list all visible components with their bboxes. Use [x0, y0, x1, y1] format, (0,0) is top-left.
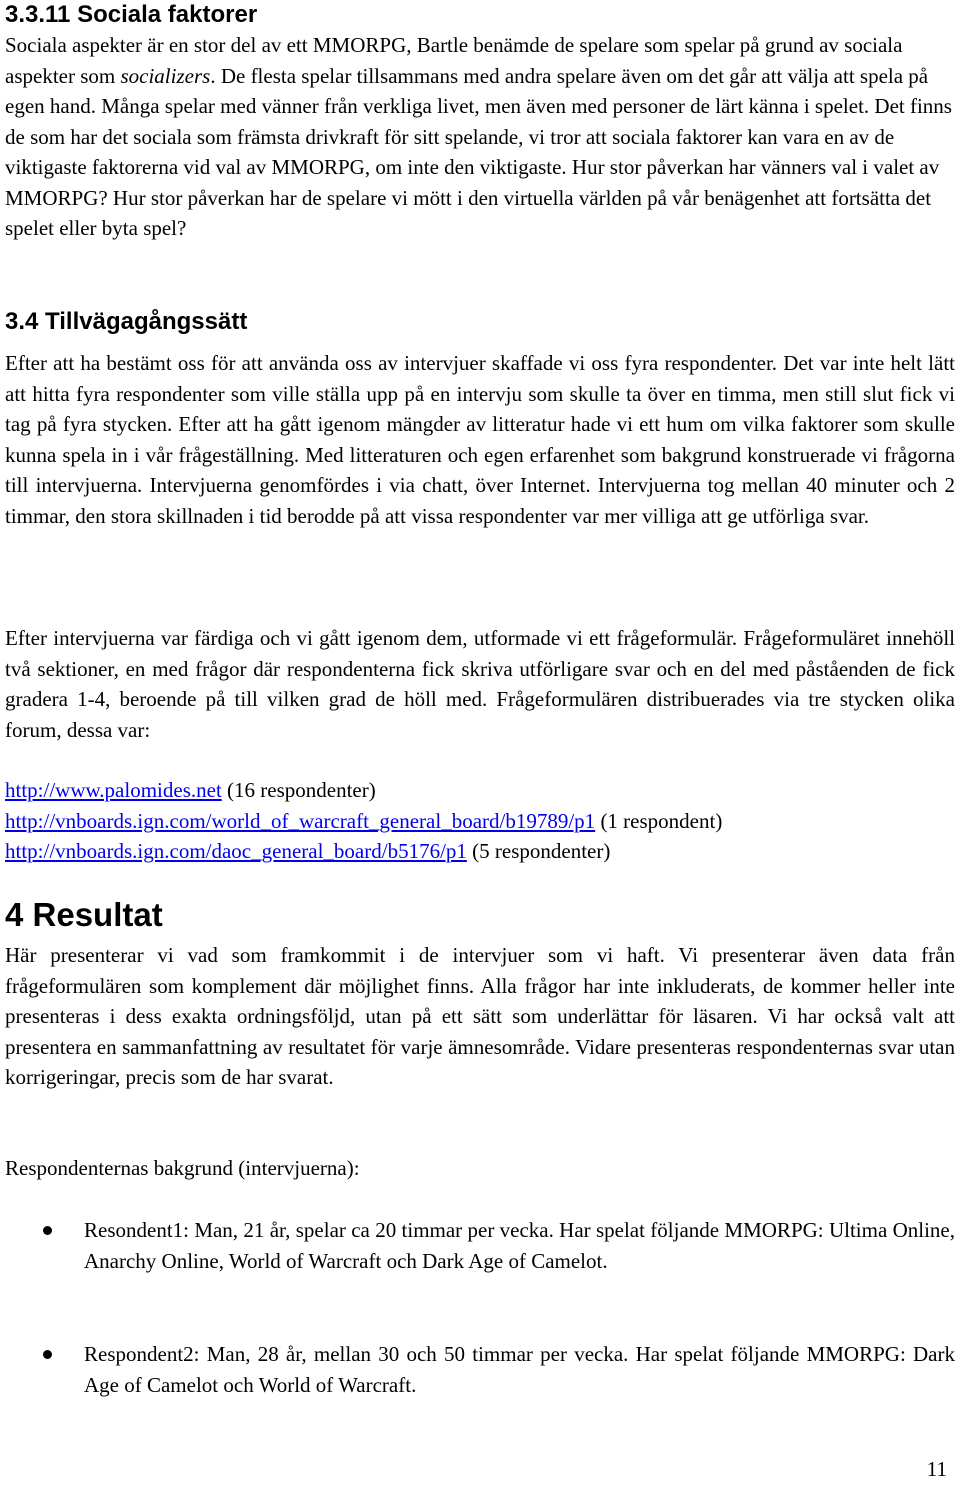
section-heading-method: 3.4 Tillvägagångssätt — [5, 308, 248, 335]
forum-link[interactable]: http://vnboards.ign.com/world_of_warcraft_general_board/b19789/p1 — [5, 808, 596, 833]
paragraph-sociala — [5, 30, 955, 244]
paragraph-text: . De flesta spelar tillsammans med andra spelare även om det går att välja att spela på egen hand. Många spelar med vänner från verkliga livet, men även med personer de lärt känna i spelet. Det finns de som har det sociala som främsta drivkraft för sitt spelande, vi tror att sociala faktorer kan vara en av de viktigaste faktorerna vid val av MMORPG, om inte den viktigaste. Hur stor påverkan har vänners val i valet av MMORPG? Hur stor påverkan har de spelare vi mött i den virtuella världen på vår benägenhet att fortsätta det spelet eller byta spel? — [5, 63, 952, 240]
forum-link-list — [5, 775, 955, 867]
paragraph-results-1: Här presenterar vi vad som framkommit i de intervjuer som vi haft. Vi presenterar även data från frågeformulären som komplement där möjlighet finns. Alla frågor har inte inkluderats, de kommer heller inte presenteras i dess exakta ordningsföljd, utan på ett sätt som underlättar för läsaren. Vi har också valt att presentera en sammanfattning av resultatet för varje ämnesområde. Vidare presenteras respondenternas svar utan korrigeringar, precis som de har svarat. — [5, 943, 955, 1089]
forum-link-row — [5, 836, 955, 867]
forum-link[interactable]: http://www.palomides.net — [5, 778, 222, 802]
forum-link[interactable]: http://vnboards.ign.com/daoc_general_board/b5176/p1 — [5, 839, 467, 863]
bullet-icon — [43, 1350, 52, 1359]
paragraph-method-1: Efter att ha bestämt oss för att använda oss av intervjuer skaffade vi oss fyra respondenter. Det var inte helt lätt att hitta fyra respondenter som ville ställa upp på en intervju som skulle ta över en timma, men still slut fick vi tag på fyra stycken. Efter att ha gått igenom mängder av litteratur hade vi ett hum om vilka faktorer som skulle kunna spela in i vår frågeställning. Med litteraturen och egen erfarenhet som bakgrund konstruerade vi frågorna till intervjuerna. Intervjuerna genomfördes i via chatt, över Internet. Intervjuerna tog mellan 40 minuter och 2 timmar, den stora skillnaden i tid berodde på att vissa respondenter var mer villiga att ge utförliga svar. — [5, 351, 955, 528]
forum-link-row — [5, 806, 955, 837]
section-heading-results: 4 Resultat — [5, 896, 163, 933]
section-heading-sociala: 3.3.11 Sociala faktorer — [5, 1, 258, 28]
emphasis-socializers: socializers — [120, 63, 211, 88]
respondent-count: (1 respondent) — [595, 808, 723, 833]
respondent-count: (16 respondenter) — [221, 778, 376, 802]
list-item-text: Respondent2: Man, 28 år, mellan 30 och 50 timmar per vecka. Har spelat följande MMORPG: Dark Age of Camelot och World of Warcraft. — [84, 1342, 955, 1397]
bullet-icon — [43, 1226, 52, 1235]
paragraph-results-2: Respondenternas bakgrund (intervjuerna): — [5, 1156, 360, 1180]
page-number: 11 — [926, 1457, 947, 1481]
forum-link-row — [5, 775, 955, 806]
list-item-text: Resondent1: Man, 21 år, spelar ca 20 timmar per vecka. Har spelat följande MMORPG: Ultima Online, Anarchy Online, World of Warcraft och Dark Age of Camelot. — [84, 1218, 955, 1273]
paragraph-method-2: Efter intervjuerna var färdiga och vi gått igenom dem, utformade vi ett frågeformulär. Frågeformuläret innehöll två sektioner, en med frågor där respondenterna fick skriva utförligare svar och en del med påståenden de fick gradera 1-4, beroende på till vilken grad de höll med. Frågeformulären distribuerades via tre stycken olika forum, dessa var: — [5, 626, 955, 742]
paragraph-text: Sociala aspekter är en stor del av ett MMORPG, Bartle benämde de spelare som spelar på grund av sociala aspekter som — [5, 33, 903, 88]
respondent-count: (5 respondenter) — [466, 839, 611, 863]
